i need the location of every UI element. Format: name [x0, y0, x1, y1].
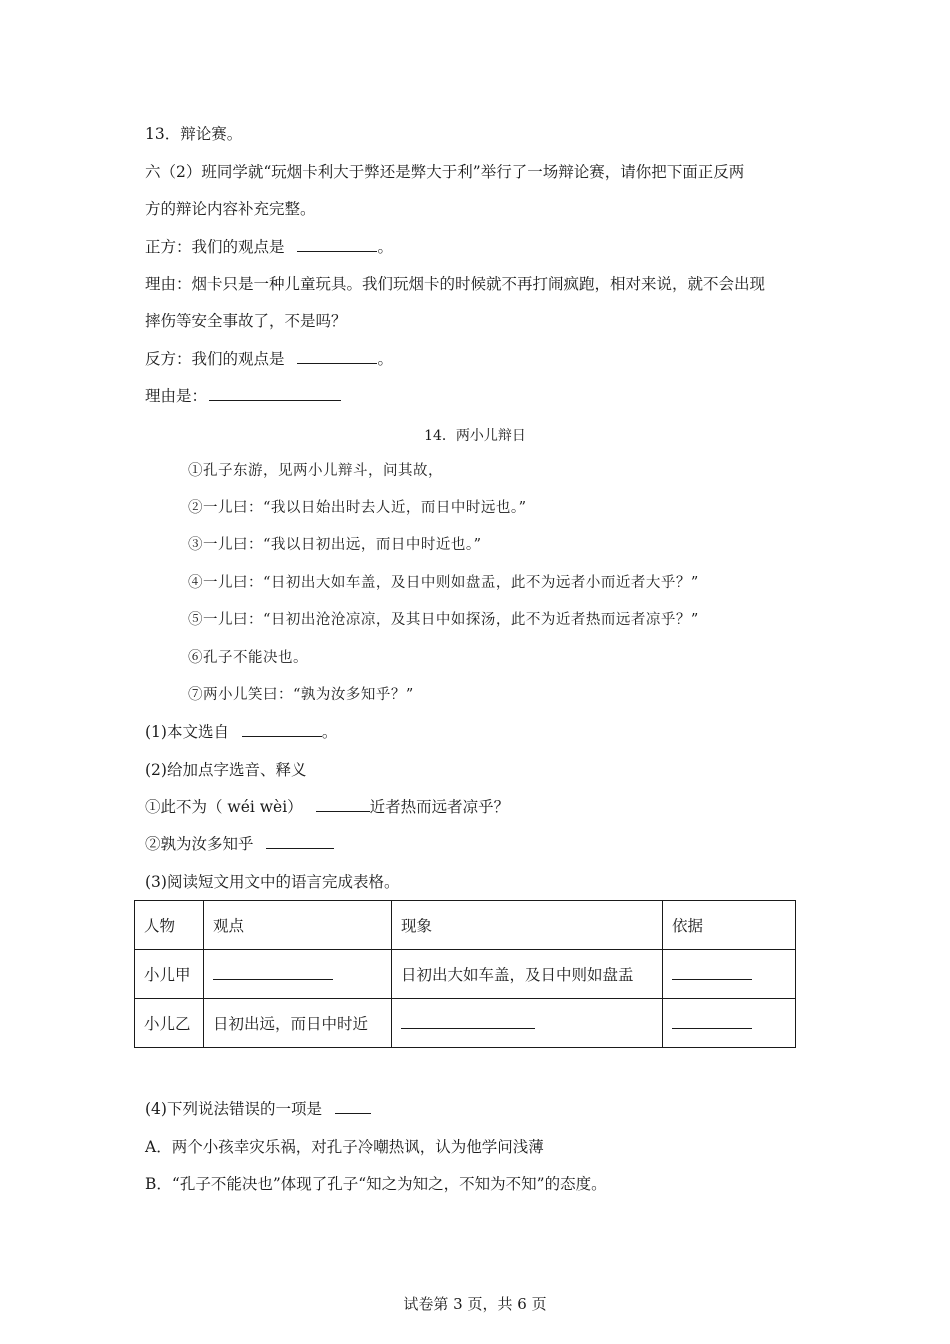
q14-sub4-line	[145, 1099, 371, 1119]
classical-line-5: ⑤一儿曰：“日初出沧沧凉凉，及其日中如探汤，此不为近者热而远者凉乎？”	[188, 612, 699, 628]
q14-sub2: (2)给加点字选音、释义	[145, 761, 307, 779]
q13-reason-line2: 摔伤等安全事故了，不是吗？	[145, 312, 347, 330]
q13-con-reason-line	[145, 386, 341, 406]
q13-con-line	[145, 349, 393, 369]
q14-sub3: (3)阅读短文用文中的语言完成表格。	[145, 873, 400, 891]
q14-sub2-b-blank[interactable]	[266, 834, 334, 849]
table-header-row	[135, 901, 796, 950]
q14-sub2-a-blank[interactable]	[316, 797, 370, 812]
row1-name: 小儿甲	[135, 950, 204, 999]
option-b: B．“孔子不能决也”体现了孔子“知之为知之，不知为不知”的态度。	[145, 1175, 607, 1193]
header-view: 观点	[204, 901, 392, 950]
q13-pro-blank[interactable]	[297, 237, 377, 252]
row2-name: 小儿乙	[135, 999, 204, 1048]
q13-pro-line	[145, 237, 393, 257]
q13-con-reason-blank[interactable]	[209, 386, 341, 401]
header-phenomenon: 现象	[392, 901, 663, 950]
q14-sub1-blank[interactable]	[242, 722, 322, 737]
answer-table	[134, 900, 796, 1048]
row1-phenomenon: 日初出大如车盖，及日中则如盘盂	[392, 950, 663, 999]
q14-sub4-label: (4)下列说法错误的一项是	[145, 1100, 322, 1118]
q14-sub1-label: (1)本文选自	[145, 723, 229, 741]
row1-view-blank[interactable]	[213, 965, 333, 980]
page-footer: 试卷第 3 页，共 6 页	[403, 1295, 547, 1313]
table-row	[135, 999, 796, 1048]
q13-con-reason-label: 理由是：	[145, 387, 208, 405]
option-a: A．两个小孩幸灾乐祸，对孔子冷嘲热讽，认为他学问浅薄	[145, 1138, 544, 1156]
classical-line-7: ⑦两小儿笑曰：“孰为汝多知乎？”	[188, 687, 414, 703]
classical-line-1: ①孔子东游，见两小儿辩斗，问其故，	[188, 463, 443, 479]
q14-sub4-blank[interactable]	[335, 1099, 371, 1114]
classical-line-2: ②一儿曰：“我以日始出时去人近，而日中时远也。”	[188, 500, 527, 516]
q14-sub2-b-line	[145, 834, 334, 854]
row2-basis-cell[interactable]	[663, 999, 796, 1048]
row2-basis-blank[interactable]	[672, 1014, 752, 1029]
row1-basis-blank[interactable]	[672, 965, 752, 980]
q14-title: 14．两小儿辩日	[424, 428, 526, 444]
q14-sub2-a-post: 近者热而远者凉乎？	[369, 798, 510, 816]
q13-pro-label: 正方：我们的观点是	[145, 238, 285, 256]
classical-line-6: ⑥孔子不能决也。	[188, 650, 308, 666]
table-row	[135, 950, 796, 999]
q14-sub1-end: 。	[321, 723, 338, 741]
q13-intro-line1: 六（2）班同学就“玩烟卡利大于弊还是弊大于利”举行了一场辩论赛，请你把下面正反两	[145, 163, 745, 181]
row1-basis-cell[interactable]	[663, 950, 796, 999]
row2-view: 日初出远，而日中时近	[204, 999, 392, 1048]
q13-pro-period: 。	[377, 238, 393, 256]
classical-line-3: ③一儿曰：“我以日初出远，而日中时近也。”	[188, 537, 482, 553]
row2-phenomenon-blank[interactable]	[401, 1014, 535, 1029]
q13-reason-line1: 理由：烟卡只是一种儿童玩具。我们玩烟卡的时候就不再打闹疯跑，相对来说，就不会出现	[145, 275, 766, 293]
q13-con-blank[interactable]	[297, 349, 377, 364]
header-person: 人物	[135, 901, 204, 950]
q14-sub1-line	[145, 722, 337, 742]
q13-con-label: 反方：我们的观点是	[145, 350, 285, 368]
classical-line-4: ④一儿曰：“日初出大如车盖，及日中则如盘盂，此不为远者小而近者大乎？”	[188, 575, 699, 591]
row1-view-cell[interactable]	[204, 950, 392, 999]
row2-phenomenon-cell[interactable]	[392, 999, 663, 1048]
q13-intro-line2: 方的辩论内容补充完整。	[145, 200, 316, 218]
header-basis: 依据	[663, 901, 796, 950]
q13-con-period: 。	[377, 350, 393, 368]
q14-sub2-a-line	[145, 797, 509, 817]
q14-sub2-b-label: ②孰为汝多知乎	[145, 835, 254, 853]
q13-title: 13．辩论赛。	[145, 125, 243, 143]
q14-sub2-a-pre: ①此不为（ wéi wèi）	[145, 798, 303, 816]
